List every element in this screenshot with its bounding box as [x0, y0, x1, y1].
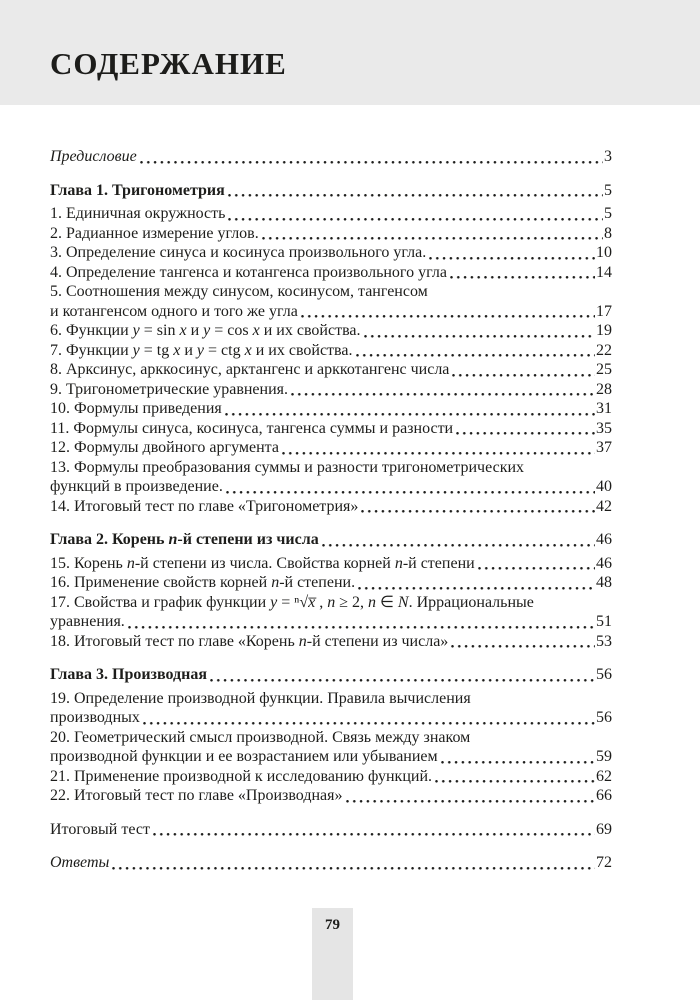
toc-entry-line [50, 767, 612, 787]
toc-entry-page: 28 [596, 380, 612, 398]
dot-leader [322, 540, 595, 547]
toc-entry-text: 18. Итоговый тест по главе «Корень n-й степени из числа» [50, 632, 449, 650]
toc-entry [50, 786, 612, 806]
dot-leader [301, 311, 595, 318]
toc-chapter-entry [50, 181, 612, 201]
dot-leader [441, 757, 595, 764]
toc-entry-page: 48 [596, 574, 612, 591]
toc-entry-text: Предисловие [50, 148, 137, 165]
toc-entry-text: Глава 2. Корень n-й степени из числа [50, 531, 319, 548]
toc-entry-page: 62 [596, 767, 612, 785]
toc-entry-page: 10 [596, 244, 612, 261]
toc-entry-text: 6. Функции y = sin x и y = cos x и их свойства. [50, 322, 361, 339]
toc-entry [50, 360, 612, 380]
toc-entry-line [50, 419, 612, 439]
toc-entry-text: 13. Формулы преобразования суммы и разности тригонометрических [50, 458, 525, 476]
toc-entry-text: 16. Применение свойств корней n-й степени. [50, 574, 356, 591]
toc-entry-line [50, 341, 612, 361]
toc-entry-line [50, 747, 612, 767]
toc-entry-text: 21. Применение производной к исследованию функций. [50, 767, 432, 785]
toc-entry-text: 3. Определение синуса и косинуса произвольного угла. [50, 244, 427, 261]
toc-entry-text: 10. Формулы приведения [50, 400, 222, 417]
toc-entry-line [50, 786, 612, 806]
toc-entry-page: 25 [596, 361, 612, 378]
toc-entry-page: 56 [596, 709, 612, 726]
toc-entry-page: 35 [596, 419, 612, 437]
toc-entry [50, 593, 612, 632]
dot-leader [346, 796, 596, 803]
toc-entry-text: Глава 3. Производная [50, 666, 208, 683]
toc-entry [50, 204, 612, 224]
toc-entry [50, 438, 612, 458]
toc-entry-page: 69 [596, 820, 612, 838]
toc-entry-line [50, 612, 612, 632]
toc-entry-text: 9. Тригонометрические уравнения. [50, 380, 289, 398]
toc-entry-text: 15. Корень n-й степени из числа. Свойства корней n-й степени [50, 554, 475, 572]
toc-entry-line [50, 530, 612, 550]
toc-entry-page: 42 [596, 497, 612, 515]
toc-entry-line [50, 282, 612, 302]
toc-entry [50, 224, 612, 244]
dot-leader [282, 448, 595, 455]
dot-leader [228, 214, 603, 221]
toc-entry-page: 14 [596, 263, 612, 281]
toc-entry-line [50, 632, 612, 652]
dot-leader [364, 331, 595, 338]
toc-entry-text: уравнения. [50, 613, 125, 630]
toc-entry [50, 321, 612, 341]
toc-entry-page: 46 [596, 554, 612, 572]
toc-entry [50, 554, 612, 574]
toc-entry-page: 8 [604, 224, 612, 242]
toc-entry-line [50, 380, 612, 400]
toc-entry-line [50, 573, 612, 593]
toc-entry-page: 56 [596, 666, 612, 683]
toc-entry-line [50, 147, 612, 167]
toc-entry-text: Ответы [50, 854, 110, 871]
toc-entry-text: функций в произведение. [50, 478, 223, 495]
toc-entry-line [50, 181, 612, 201]
toc-entry [50, 497, 612, 517]
toc-entry [50, 263, 612, 283]
toc-entry-text: 14. Итоговый тест по главе «Тригонометрия» [50, 497, 359, 515]
toc-entry [50, 820, 612, 840]
dot-leader [435, 776, 595, 783]
page-title: СОДЕРЖАНИЕ [50, 46, 287, 81]
toc-entry-line [50, 438, 612, 458]
toc-entry-text: 5. Соотношения между синусом, косинусом, тангенсом [50, 283, 428, 300]
dot-leader [291, 389, 595, 396]
toc-entry [50, 147, 612, 167]
dot-leader [112, 863, 595, 870]
dot-leader [226, 487, 595, 494]
toc-entry-page: 40 [596, 478, 612, 495]
toc-entry-page: 53 [596, 632, 612, 650]
table-of-contents [0, 105, 700, 873]
toc-entry-line [50, 302, 612, 322]
toc-entry-text: 1. Единичная окружность [50, 205, 226, 222]
toc-entry [50, 689, 612, 728]
toc-entry-line [50, 665, 612, 685]
toc-entry-line [50, 689, 612, 709]
toc-entry-page: 59 [596, 748, 612, 765]
dot-leader [450, 272, 595, 279]
toc-entry [50, 458, 612, 497]
toc-entry-page: 5 [604, 205, 612, 222]
toc-entry-text: 8. Арксинус, арккосинус, арктангенс и арккотангенс числа [50, 361, 450, 378]
dot-leader [128, 622, 595, 629]
toc-entry-text: 11. Формулы синуса, косинуса, тангенса суммы и разности [50, 419, 454, 437]
toc-entry-page: 19 [596, 322, 612, 339]
toc-chapter-entry [50, 665, 612, 685]
toc-entry [50, 399, 612, 419]
toc-entry-line [50, 399, 612, 419]
toc-entry-text: 4. Определение тангенса и котангенса произвольного угла [50, 263, 447, 281]
toc-entry [50, 853, 612, 873]
toc-entry-line [50, 853, 612, 873]
toc-entry-text: 17. Свойства и график функции y = ⁿ√x̅ , n ≥ 2, n ∈ N. Иррациональные [50, 593, 534, 611]
toc-entry-page: 22 [596, 341, 612, 359]
toc-entry-text: производных [50, 709, 140, 726]
toc-entry-page: 66 [596, 787, 612, 804]
dot-leader [478, 563, 595, 570]
toc-entry-line [50, 321, 612, 341]
toc-entry-line [50, 204, 612, 224]
toc-entry [50, 282, 612, 321]
toc-entry-text: и котангенсом одного и того же угла [50, 302, 298, 320]
toc-entry-page: 17 [596, 302, 612, 320]
dot-leader [358, 583, 595, 590]
toc-entry-line [50, 728, 612, 748]
toc-entry-text: 22. Итоговый тест по главе «Производная» [50, 787, 343, 804]
toc-entry-line [50, 224, 612, 244]
toc-entry-text: 12. Формулы двойного аргумента [50, 439, 279, 456]
dot-leader [361, 506, 595, 513]
dot-leader [143, 718, 595, 725]
toc-chapter-entry [50, 530, 612, 550]
toc-entry [50, 632, 612, 652]
toc-entry-page: 5 [604, 181, 612, 199]
dot-leader [356, 350, 596, 357]
toc-entry-line [50, 593, 612, 613]
toc-entry-text: 7. Функции y = tg x и y = ctg x и их свойства. [50, 341, 353, 359]
toc-entry [50, 419, 612, 439]
toc-entry-line [50, 360, 612, 380]
toc-entry-line [50, 243, 612, 263]
page-number: 79 [325, 917, 340, 933]
toc-entry-page: 31 [596, 400, 612, 417]
toc-entry-line [50, 477, 612, 497]
dot-leader [451, 641, 595, 648]
dot-leader [140, 157, 603, 164]
toc-entry-page: 37 [596, 439, 612, 456]
toc-entry [50, 767, 612, 787]
toc-entry-line [50, 820, 612, 840]
dot-leader [262, 233, 603, 240]
toc-entry-text: Глава 1. Тригонометрия [50, 181, 225, 199]
toc-entry-text: 19. Определение производной функции. Правила вычисления [50, 689, 471, 707]
toc-entry-line [50, 497, 612, 517]
toc-entry-line [50, 263, 612, 283]
page-number-band [312, 908, 353, 1000]
toc-entry [50, 380, 612, 400]
toc-entry-line [50, 554, 612, 574]
toc-entry [50, 243, 612, 263]
toc-entry-text: 2. Радианное измерение углов. [50, 224, 259, 242]
dot-leader [228, 190, 603, 197]
dot-leader [429, 253, 595, 260]
toc-entry-text: 20. Геометрический смысл производной. Связь между знаком [50, 728, 471, 746]
dot-leader [225, 409, 595, 416]
dot-leader [210, 675, 595, 682]
toc-entry [50, 728, 612, 767]
toc-entry-text: Итоговый тест [50, 820, 150, 838]
header-band [0, 0, 700, 105]
toc-entry-page: 72 [596, 854, 612, 871]
toc-entry [50, 573, 612, 593]
dot-leader [456, 428, 595, 435]
toc-entry-page: 51 [596, 613, 612, 630]
toc-entry-line [50, 708, 612, 728]
dot-leader [153, 829, 595, 836]
toc-entry [50, 341, 612, 361]
toc-entry-page: 46 [596, 531, 612, 548]
toc-entry-page: 3 [604, 148, 612, 165]
toc-entry-line [50, 458, 612, 478]
dot-leader [452, 370, 595, 377]
toc-entry-text: производной функции и ее возрастанием или убыванием [50, 748, 438, 765]
